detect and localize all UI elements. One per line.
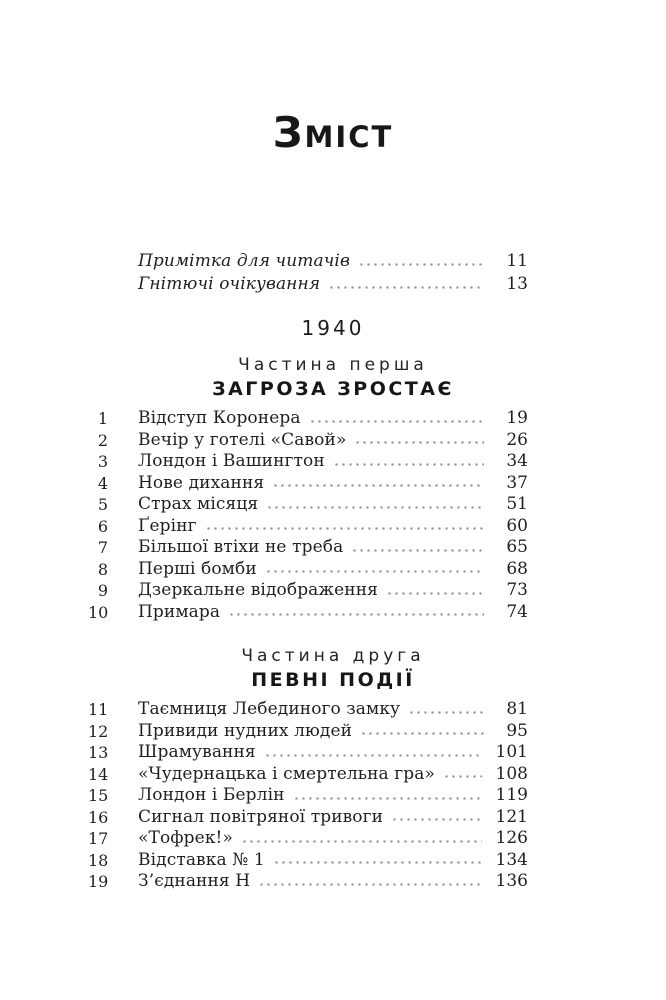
page-number: 34	[506, 451, 528, 471]
dot-leader	[351, 537, 484, 559]
chapter-number: 16	[88, 807, 109, 827]
chapter-row	[88, 850, 528, 872]
entry-title: Ґерінг	[138, 515, 197, 536]
entry-title: Таємниця Лебединого замку	[138, 699, 401, 719]
dot-leader	[273, 850, 482, 872]
dot-leader	[360, 721, 484, 743]
page-number: 51	[506, 494, 528, 514]
chapter-number: 18	[88, 850, 109, 870]
page-title: Зміст	[272, 108, 394, 157]
chapter-row	[88, 580, 528, 602]
chapter-number: 12	[88, 721, 109, 741]
entry-title: Вечір у готелі «Савой»	[138, 429, 347, 450]
dot-leader	[228, 602, 484, 624]
chapter-number: 9	[97, 581, 108, 600]
year-heading: 1940	[301, 316, 365, 340]
chapter-number: 4	[97, 473, 108, 493]
chapter-number: 5	[97, 495, 108, 514]
chapter-row	[88, 807, 528, 829]
entry-title: Сигнал повітряної тривоги	[138, 806, 384, 827]
dot-leader	[354, 430, 484, 452]
chapter-row	[88, 559, 528, 581]
part-one-label: Частина перша	[238, 355, 428, 375]
chapter-row	[88, 699, 528, 721]
page-number: 121	[495, 806, 528, 827]
entry-title: Примітка для читачів	[138, 251, 350, 271]
dot-leader	[333, 451, 484, 473]
page-number: 60	[506, 515, 528, 536]
dot-leader	[266, 494, 484, 516]
entry-title: Більшої втіхи не треба	[138, 537, 344, 557]
page-number: 11	[506, 251, 528, 271]
chapter-number: 13	[88, 743, 109, 762]
part-one-section	[0, 354, 666, 623]
dot-leader	[328, 273, 484, 296]
entry-title: Нове дихання	[138, 472, 265, 493]
page-number: 73	[506, 580, 528, 600]
part-two-chapter-list	[0, 699, 666, 893]
front-matter-list	[0, 250, 666, 296]
page-number: 119	[495, 785, 528, 805]
page-number: 26	[506, 429, 528, 450]
chapter-row	[88, 721, 528, 743]
page-number: 13	[506, 274, 528, 294]
page-number: 81	[506, 699, 528, 719]
entry-title: Дзеркальне відображення	[138, 580, 378, 600]
chapter-row	[88, 742, 528, 764]
dot-leader	[309, 408, 484, 430]
part-one-title: ЗАГРОЗА ЗРОСТАЄ	[212, 378, 454, 400]
chapter-number: 2	[97, 430, 108, 450]
chapter-row	[88, 785, 528, 807]
dot-leader	[358, 250, 484, 273]
front-matter-row	[88, 273, 528, 296]
chapter-row	[88, 602, 528, 624]
chapter-number: 7	[97, 538, 108, 557]
dot-leader	[386, 580, 484, 602]
entry-title: Гнітючі очікування	[138, 274, 321, 294]
chapter-number: 11	[88, 700, 109, 719]
entry-title: Відступ Коронера	[138, 408, 301, 428]
page-number: 68	[506, 558, 528, 579]
part-two-label: Частина друга	[241, 646, 425, 666]
dot-leader	[264, 742, 482, 764]
entry-title: Лондон і Вашингтон	[138, 451, 325, 471]
chapter-number: 1	[97, 409, 108, 428]
dot-leader	[241, 828, 482, 850]
chapter-row	[88, 494, 528, 516]
page-number: 136	[495, 871, 528, 891]
dot-leader	[293, 785, 482, 807]
entry-title: Привиди нудних людей	[138, 720, 353, 741]
front-matter-row	[88, 250, 528, 273]
page-number: 37	[506, 472, 528, 493]
entry-title: «Тофрек!»	[138, 828, 233, 848]
part-one-chapter-list	[0, 408, 666, 623]
dot-leader	[443, 764, 482, 786]
entry-title: Страх місяця	[138, 494, 259, 514]
dot-leader	[265, 559, 484, 581]
entry-title: Шрамування	[138, 742, 256, 762]
page-number: 74	[506, 601, 528, 622]
entry-title: Лондон і Берлін	[138, 785, 285, 805]
page-number: 19	[506, 408, 528, 428]
chapter-row	[88, 537, 528, 559]
entry-title: Відставка № 1	[138, 849, 265, 870]
chapter-number: 14	[88, 764, 109, 784]
chapter-number: 19	[88, 872, 109, 891]
chapter-number: 10	[88, 602, 109, 622]
entry-title: Перші бомби	[138, 558, 257, 579]
dot-leader	[258, 871, 481, 893]
page-number: 65	[506, 537, 528, 557]
chapter-number: 15	[88, 786, 109, 805]
page-number: 126	[495, 828, 528, 848]
chapter-number: 3	[97, 452, 108, 471]
page-number: 134	[495, 849, 528, 870]
chapter-row	[88, 451, 528, 473]
part-two-title: ПЕВНІ ПОДІЇ	[251, 669, 415, 691]
dot-leader	[272, 473, 484, 495]
chapter-row	[88, 408, 528, 430]
chapter-number: 17	[88, 829, 109, 848]
chapter-row	[88, 828, 528, 850]
entry-title: З’єднання Н	[138, 871, 251, 891]
dot-leader	[408, 699, 484, 721]
chapter-row	[88, 871, 528, 893]
page-number: 101	[495, 742, 528, 762]
dot-leader	[205, 516, 484, 538]
page-number: 108	[495, 763, 528, 784]
chapter-row	[88, 473, 528, 495]
entry-title: Примара	[138, 601, 221, 622]
chapter-number: 8	[97, 559, 108, 579]
chapter-row	[88, 764, 528, 786]
dot-leader	[391, 807, 481, 829]
page-number: 95	[506, 720, 528, 741]
chapter-number: 6	[97, 516, 108, 536]
entry-title: «Чудернацька і смертельна гра»	[138, 763, 436, 784]
chapter-row	[88, 430, 528, 452]
part-two-section	[0, 645, 666, 893]
chapter-row	[88, 516, 528, 538]
